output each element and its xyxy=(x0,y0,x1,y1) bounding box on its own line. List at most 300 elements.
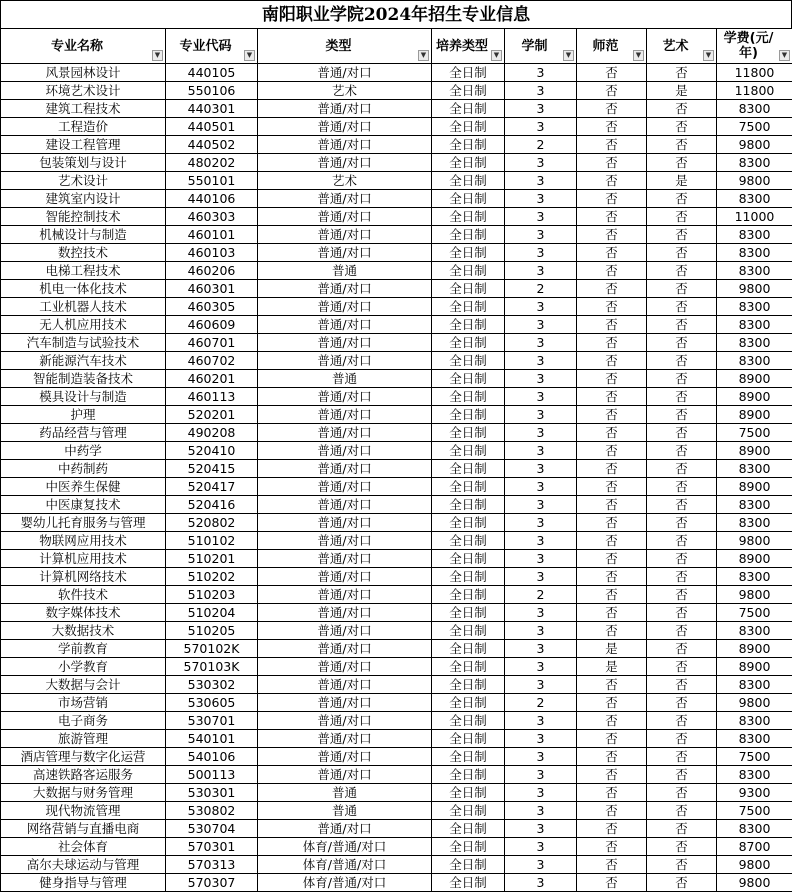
cell-major-code: 460609 xyxy=(166,316,258,334)
table-row xyxy=(1,676,792,694)
cell-type: 普通/对口 xyxy=(258,586,432,604)
cell-tuition: 9800 xyxy=(717,586,792,604)
cell-major-code: 570102K xyxy=(166,640,258,658)
cell-type: 普通/对口 xyxy=(258,694,432,712)
cell-duration: 3 xyxy=(505,820,577,838)
cell-arts: 否 xyxy=(647,280,717,298)
cell-major-name: 建设工程管理 xyxy=(1,136,166,154)
cell-arts: 否 xyxy=(647,622,717,640)
cell-duration: 2 xyxy=(505,586,577,604)
cell-type: 普通/对口 xyxy=(258,640,432,658)
cell-major-code: 440501 xyxy=(166,118,258,136)
cell-major-name: 计算机应用技术 xyxy=(1,550,166,568)
cell-teacher-training: 否 xyxy=(577,802,647,820)
cell-major-code: 460103 xyxy=(166,244,258,262)
cell-arts: 否 xyxy=(647,712,717,730)
cell-major-code: 520415 xyxy=(166,460,258,478)
cell-study-mode: 全日制 xyxy=(432,532,505,550)
cell-tuition: 8300 xyxy=(717,154,792,172)
cell-major-name: 大数据与财务管理 xyxy=(1,784,166,802)
cell-teacher-training: 否 xyxy=(577,298,647,316)
cell-major-name: 智能制造装备技术 xyxy=(1,370,166,388)
cell-study-mode: 全日制 xyxy=(432,190,505,208)
cell-duration: 3 xyxy=(505,154,577,172)
column-header-tuition xyxy=(717,29,792,64)
cell-teacher-training: 否 xyxy=(577,82,647,100)
cell-duration: 3 xyxy=(505,172,577,190)
cell-major-name: 模具设计与制造 xyxy=(1,388,166,406)
column-header-teacher-training xyxy=(577,29,647,64)
cell-study-mode: 全日制 xyxy=(432,802,505,820)
majors-table xyxy=(0,28,792,892)
cell-duration: 3 xyxy=(505,496,577,514)
cell-major-name: 高尔夫球运动与管理 xyxy=(1,856,166,874)
cell-tuition: 8300 xyxy=(717,730,792,748)
cell-teacher-training: 否 xyxy=(577,694,647,712)
cell-study-mode: 全日制 xyxy=(432,298,505,316)
cell-type: 普通/对口 xyxy=(258,226,432,244)
filter-dropdown-icon[interactable]: ▼ xyxy=(491,50,502,61)
table-row xyxy=(1,298,792,316)
cell-type: 普通/对口 xyxy=(258,352,432,370)
cell-study-mode: 全日制 xyxy=(432,838,505,856)
cell-tuition: 8300 xyxy=(717,334,792,352)
cell-major-code: 510205 xyxy=(166,622,258,640)
cell-tuition: 7500 xyxy=(717,604,792,622)
cell-teacher-training: 否 xyxy=(577,388,647,406)
cell-teacher-training: 否 xyxy=(577,406,647,424)
cell-tuition: 11800 xyxy=(717,64,792,82)
cell-arts: 否 xyxy=(647,334,717,352)
table-row xyxy=(1,352,792,370)
cell-type: 普通/对口 xyxy=(258,136,432,154)
cell-type: 普通/对口 xyxy=(258,118,432,136)
column-header-duration xyxy=(505,29,577,64)
cell-arts: 否 xyxy=(647,316,717,334)
cell-major-name: 数控技术 xyxy=(1,244,166,262)
cell-major-name: 大数据与会计 xyxy=(1,676,166,694)
cell-major-code: 570307 xyxy=(166,874,258,892)
cell-major-code: 530302 xyxy=(166,676,258,694)
cell-major-name: 汽车制造与试验技术 xyxy=(1,334,166,352)
cell-tuition: 9800 xyxy=(717,280,792,298)
cell-duration: 3 xyxy=(505,838,577,856)
cell-major-name: 智能控制技术 xyxy=(1,208,166,226)
cell-study-mode: 全日制 xyxy=(432,244,505,262)
cell-major-name: 护理 xyxy=(1,406,166,424)
cell-major-name: 包装策划与设计 xyxy=(1,154,166,172)
cell-major-code: 490208 xyxy=(166,424,258,442)
cell-major-code: 520416 xyxy=(166,496,258,514)
cell-study-mode: 全日制 xyxy=(432,694,505,712)
cell-duration: 2 xyxy=(505,136,577,154)
filter-dropdown-icon[interactable]: ▼ xyxy=(563,50,574,61)
cell-major-name: 无人机应用技术 xyxy=(1,316,166,334)
cell-type: 普通/对口 xyxy=(258,208,432,226)
cell-arts: 否 xyxy=(647,820,717,838)
cell-teacher-training: 否 xyxy=(577,334,647,352)
column-header-label: 学制 xyxy=(521,38,548,54)
cell-major-code: 460701 xyxy=(166,334,258,352)
cell-tuition: 8300 xyxy=(717,766,792,784)
cell-study-mode: 全日制 xyxy=(432,874,505,892)
table-row xyxy=(1,262,792,280)
cell-study-mode: 全日制 xyxy=(432,622,505,640)
cell-duration: 3 xyxy=(505,784,577,802)
cell-duration: 3 xyxy=(505,676,577,694)
cell-arts: 否 xyxy=(647,154,717,172)
cell-type: 普通/对口 xyxy=(258,604,432,622)
cell-tuition: 11800 xyxy=(717,82,792,100)
cell-teacher-training: 否 xyxy=(577,748,647,766)
cell-major-code: 520802 xyxy=(166,514,258,532)
cell-tuition: 8300 xyxy=(717,226,792,244)
cell-teacher-training: 否 xyxy=(577,100,647,118)
cell-major-code: 440502 xyxy=(166,136,258,154)
cell-teacher-training: 否 xyxy=(577,118,647,136)
table-row xyxy=(1,154,792,172)
cell-arts: 否 xyxy=(647,514,717,532)
cell-teacher-training: 否 xyxy=(577,838,647,856)
table-row xyxy=(1,316,792,334)
table-row xyxy=(1,334,792,352)
cell-arts: 否 xyxy=(647,244,717,262)
table-row xyxy=(1,460,792,478)
cell-arts: 否 xyxy=(647,478,717,496)
cell-duration: 3 xyxy=(505,622,577,640)
cell-major-name: 建筑室内设计 xyxy=(1,190,166,208)
cell-tuition: 8300 xyxy=(717,460,792,478)
cell-major-code: 460101 xyxy=(166,226,258,244)
cell-type: 艺术 xyxy=(258,172,432,190)
cell-major-name: 旅游管理 xyxy=(1,730,166,748)
cell-major-name: 风景园林设计 xyxy=(1,64,166,82)
cell-major-name: 中药制药 xyxy=(1,460,166,478)
cell-major-name: 社会体育 xyxy=(1,838,166,856)
column-header-major-name xyxy=(1,29,166,64)
cell-study-mode: 全日制 xyxy=(432,406,505,424)
cell-duration: 3 xyxy=(505,730,577,748)
cell-arts: 否 xyxy=(647,694,717,712)
cell-study-mode: 全日制 xyxy=(432,100,505,118)
table-row xyxy=(1,730,792,748)
column-header-label: 师范 xyxy=(592,38,619,54)
cell-arts: 否 xyxy=(647,550,717,568)
cell-tuition: 9800 xyxy=(717,532,792,550)
cell-study-mode: 全日制 xyxy=(432,118,505,136)
table-row xyxy=(1,622,792,640)
cell-teacher-training: 是 xyxy=(577,658,647,676)
cell-teacher-training: 否 xyxy=(577,532,647,550)
cell-study-mode: 全日制 xyxy=(432,136,505,154)
cell-teacher-training: 否 xyxy=(577,190,647,208)
cell-major-code: 510202 xyxy=(166,568,258,586)
cell-duration: 3 xyxy=(505,766,577,784)
filter-dropdown-icon[interactable]: ▼ xyxy=(152,50,163,61)
cell-type: 普通/对口 xyxy=(258,748,432,766)
cell-tuition: 8300 xyxy=(717,298,792,316)
cell-duration: 3 xyxy=(505,298,577,316)
cell-major-name: 计算机网络技术 xyxy=(1,568,166,586)
cell-arts: 否 xyxy=(647,298,717,316)
cell-duration: 3 xyxy=(505,262,577,280)
cell-major-name: 市场营销 xyxy=(1,694,166,712)
cell-tuition: 8300 xyxy=(717,712,792,730)
cell-teacher-training: 否 xyxy=(577,586,647,604)
cell-study-mode: 全日制 xyxy=(432,334,505,352)
cell-type: 普通/对口 xyxy=(258,442,432,460)
cell-arts: 否 xyxy=(647,370,717,388)
cell-type: 普通/对口 xyxy=(258,190,432,208)
cell-major-name: 大数据技术 xyxy=(1,622,166,640)
cell-arts: 否 xyxy=(647,226,717,244)
cell-study-mode: 全日制 xyxy=(432,586,505,604)
cell-arts: 否 xyxy=(647,64,717,82)
cell-teacher-training: 否 xyxy=(577,154,647,172)
table-row xyxy=(1,100,792,118)
cell-teacher-training: 否 xyxy=(577,766,647,784)
table-row xyxy=(1,388,792,406)
table-row xyxy=(1,766,792,784)
table-row xyxy=(1,748,792,766)
cell-study-mode: 全日制 xyxy=(432,460,505,478)
cell-type: 普通/对口 xyxy=(258,514,432,532)
cell-tuition: 8300 xyxy=(717,676,792,694)
cell-duration: 3 xyxy=(505,352,577,370)
cell-major-name: 艺术设计 xyxy=(1,172,166,190)
cell-type: 艺术 xyxy=(258,82,432,100)
cell-arts: 是 xyxy=(647,172,717,190)
cell-major-code: 460305 xyxy=(166,298,258,316)
filter-dropdown-icon[interactable]: ▼ xyxy=(244,50,255,61)
cell-major-name: 建筑工程技术 xyxy=(1,100,166,118)
cell-duration: 3 xyxy=(505,424,577,442)
cell-duration: 3 xyxy=(505,334,577,352)
cell-duration: 3 xyxy=(505,460,577,478)
table-row xyxy=(1,424,792,442)
cell-type: 普通/对口 xyxy=(258,244,432,262)
cell-study-mode: 全日制 xyxy=(432,262,505,280)
cell-major-name: 新能源汽车技术 xyxy=(1,352,166,370)
cell-major-code: 460702 xyxy=(166,352,258,370)
table-row xyxy=(1,208,792,226)
filter-dropdown-icon[interactable]: ▼ xyxy=(418,50,429,61)
cell-teacher-training: 否 xyxy=(577,550,647,568)
cell-teacher-training: 否 xyxy=(577,478,647,496)
cell-tuition: 7500 xyxy=(717,802,792,820)
cell-arts: 否 xyxy=(647,352,717,370)
table-row xyxy=(1,370,792,388)
cell-major-code: 500113 xyxy=(166,766,258,784)
table-row xyxy=(1,118,792,136)
cell-duration: 3 xyxy=(505,478,577,496)
cell-arts: 否 xyxy=(647,442,717,460)
column-header-major-code xyxy=(166,29,258,64)
cell-arts: 否 xyxy=(647,640,717,658)
cell-duration: 3 xyxy=(505,100,577,118)
cell-teacher-training: 否 xyxy=(577,352,647,370)
cell-major-name: 中药学 xyxy=(1,442,166,460)
cell-arts: 否 xyxy=(647,730,717,748)
cell-study-mode: 全日制 xyxy=(432,280,505,298)
cell-teacher-training: 否 xyxy=(577,136,647,154)
cell-study-mode: 全日制 xyxy=(432,64,505,82)
cell-major-code: 540106 xyxy=(166,748,258,766)
cell-tuition: 8300 xyxy=(717,352,792,370)
cell-tuition: 9800 xyxy=(717,694,792,712)
cell-type: 体育/普通/对口 xyxy=(258,856,432,874)
cell-major-name: 小学教育 xyxy=(1,658,166,676)
cell-duration: 3 xyxy=(505,226,577,244)
cell-arts: 是 xyxy=(647,82,717,100)
cell-major-name: 酒店管理与数字化运营 xyxy=(1,748,166,766)
cell-arts: 否 xyxy=(647,118,717,136)
cell-tuition: 8300 xyxy=(717,514,792,532)
cell-tuition: 8300 xyxy=(717,496,792,514)
column-header-label: 类型 xyxy=(325,38,352,54)
cell-duration: 3 xyxy=(505,802,577,820)
cell-major-name: 软件技术 xyxy=(1,586,166,604)
cell-arts: 否 xyxy=(647,388,717,406)
table-row xyxy=(1,640,792,658)
cell-major-code: 540101 xyxy=(166,730,258,748)
cell-major-name: 机械设计与制造 xyxy=(1,226,166,244)
cell-teacher-training: 否 xyxy=(577,514,647,532)
column-header-label: 艺术 xyxy=(662,38,689,54)
cell-tuition: 9300 xyxy=(717,784,792,802)
cell-tuition: 8900 xyxy=(717,442,792,460)
cell-study-mode: 全日制 xyxy=(432,550,505,568)
table-row xyxy=(1,172,792,190)
column-header-study-mode xyxy=(432,29,505,64)
cell-type: 普通/对口 xyxy=(258,64,432,82)
cell-major-code: 570313 xyxy=(166,856,258,874)
cell-teacher-training: 否 xyxy=(577,64,647,82)
cell-type: 普通/对口 xyxy=(258,424,432,442)
cell-major-code: 460206 xyxy=(166,262,258,280)
cell-teacher-training: 否 xyxy=(577,730,647,748)
cell-major-name: 健身指导与管理 xyxy=(1,874,166,892)
column-header-type xyxy=(258,29,432,64)
cell-type: 普通 xyxy=(258,784,432,802)
cell-study-mode: 全日制 xyxy=(432,352,505,370)
cell-type: 普通/对口 xyxy=(258,334,432,352)
cell-teacher-training: 否 xyxy=(577,622,647,640)
table-row xyxy=(1,478,792,496)
filter-dropdown-icon[interactable]: ▼ xyxy=(779,50,790,61)
table-row xyxy=(1,568,792,586)
table-row xyxy=(1,496,792,514)
cell-major-code: 510203 xyxy=(166,586,258,604)
cell-duration: 3 xyxy=(505,388,577,406)
cell-type: 普通/对口 xyxy=(258,280,432,298)
cell-teacher-training: 否 xyxy=(577,316,647,334)
cell-study-mode: 全日制 xyxy=(432,820,505,838)
cell-teacher-training: 否 xyxy=(577,244,647,262)
cell-major-code: 570103K xyxy=(166,658,258,676)
cell-major-name: 物联网应用技术 xyxy=(1,532,166,550)
header-row xyxy=(1,29,792,64)
cell-arts: 否 xyxy=(647,856,717,874)
cell-study-mode: 全日制 xyxy=(432,478,505,496)
sheet-title: 南阳职业学院2024年招生专业信息 xyxy=(0,0,792,28)
cell-arts: 否 xyxy=(647,262,717,280)
cell-major-name: 药品经营与管理 xyxy=(1,424,166,442)
cell-duration: 3 xyxy=(505,514,577,532)
cell-duration: 3 xyxy=(505,370,577,388)
cell-arts: 否 xyxy=(647,676,717,694)
cell-teacher-training: 否 xyxy=(577,262,647,280)
cell-study-mode: 全日制 xyxy=(432,226,505,244)
cell-arts: 否 xyxy=(647,496,717,514)
table-row xyxy=(1,82,792,100)
cell-arts: 否 xyxy=(647,784,717,802)
cell-arts: 否 xyxy=(647,190,717,208)
cell-arts: 否 xyxy=(647,136,717,154)
cell-major-name: 中医养生保健 xyxy=(1,478,166,496)
cell-type: 普通/对口 xyxy=(258,550,432,568)
cell-arts: 否 xyxy=(647,586,717,604)
cell-major-name: 工业机器人技术 xyxy=(1,298,166,316)
cell-teacher-training: 否 xyxy=(577,496,647,514)
cell-teacher-training: 是 xyxy=(577,640,647,658)
cell-tuition: 8300 xyxy=(717,316,792,334)
table-row xyxy=(1,856,792,874)
cell-teacher-training: 否 xyxy=(577,226,647,244)
cell-study-mode: 全日制 xyxy=(432,514,505,532)
table-row xyxy=(1,550,792,568)
table-row xyxy=(1,442,792,460)
cell-major-code: 520201 xyxy=(166,406,258,424)
cell-tuition: 8700 xyxy=(717,838,792,856)
cell-study-mode: 全日制 xyxy=(432,172,505,190)
cell-study-mode: 全日制 xyxy=(432,784,505,802)
cell-teacher-training: 否 xyxy=(577,370,647,388)
cell-tuition: 8900 xyxy=(717,658,792,676)
cell-major-code: 460303 xyxy=(166,208,258,226)
cell-type: 普通 xyxy=(258,262,432,280)
cell-tuition: 9800 xyxy=(717,172,792,190)
cell-arts: 否 xyxy=(647,208,717,226)
cell-major-code: 520417 xyxy=(166,478,258,496)
cell-tuition: 8300 xyxy=(717,262,792,280)
cell-major-code: 440301 xyxy=(166,100,258,118)
cell-tuition: 11000 xyxy=(717,208,792,226)
cell-major-name: 现代物流管理 xyxy=(1,802,166,820)
cell-major-name: 高速铁路客运服务 xyxy=(1,766,166,784)
cell-arts: 否 xyxy=(647,604,717,622)
cell-duration: 3 xyxy=(505,550,577,568)
cell-major-code: 510204 xyxy=(166,604,258,622)
filter-dropdown-icon[interactable]: ▼ xyxy=(633,50,644,61)
cell-type: 普通/对口 xyxy=(258,568,432,586)
cell-teacher-training: 否 xyxy=(577,568,647,586)
filter-dropdown-icon[interactable]: ▼ xyxy=(703,50,714,61)
table-row xyxy=(1,694,792,712)
cell-study-mode: 全日制 xyxy=(432,748,505,766)
cell-arts: 否 xyxy=(647,406,717,424)
table-row xyxy=(1,64,792,82)
cell-type: 普通/对口 xyxy=(258,658,432,676)
table-row xyxy=(1,784,792,802)
cell-type: 普通/对口 xyxy=(258,100,432,118)
cell-study-mode: 全日制 xyxy=(432,604,505,622)
cell-tuition: 8300 xyxy=(717,568,792,586)
cell-duration: 3 xyxy=(505,244,577,262)
table-row xyxy=(1,532,792,550)
cell-type: 普通/对口 xyxy=(258,766,432,784)
table-row xyxy=(1,838,792,856)
